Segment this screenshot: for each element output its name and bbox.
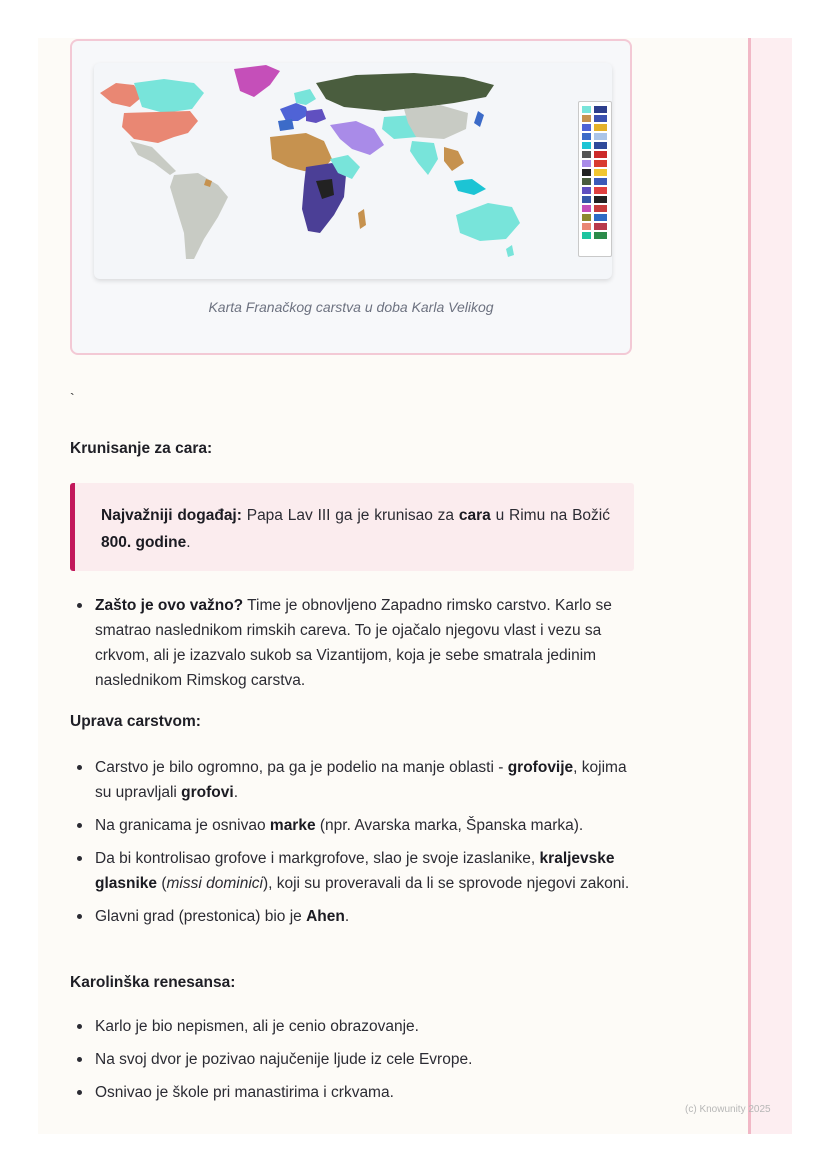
list-item: Na svoj dvor je pozivao najučenije ljude iz cele Evrope. bbox=[95, 1047, 635, 1072]
callout-lead: Najvažniji događaj: bbox=[101, 507, 242, 524]
callout-text-1: Papa Lav III ga je krunisao za bbox=[241, 507, 459, 524]
item-text: Da bi kontrolisao grofove i markgrofove, slao je svoje izaslanike, bbox=[95, 850, 540, 867]
coronation-list bbox=[70, 593, 635, 701]
copyright-notice: (c) Knowunity 2025 bbox=[685, 1104, 771, 1115]
item-text: ), koji su proveravali da li se sprovode njegovi zakoni. bbox=[262, 875, 630, 892]
item-text: . bbox=[344, 908, 350, 925]
bullet-text: Time je obnovljeno Zapadno rimsko carstvo. Karlo se smatrao naslednikom rimskih careva. To je ojačalo njegovu vlast i vezu sa crkvom, ali je izazvalo sukob sa Vizantijom, koja je sebe smatrala jedinim naslednikom Rimskog carstva. bbox=[95, 597, 612, 689]
heading-coronation: Krunisanje za cara: bbox=[70, 440, 213, 457]
list-item bbox=[95, 755, 635, 805]
item-text: Glavni grad (prestonica) bio je bbox=[95, 908, 307, 925]
callout-text-2: u Rimu na Božić bbox=[490, 507, 610, 524]
item-italic: missi dominici bbox=[166, 875, 263, 892]
renaissance-list bbox=[70, 1014, 635, 1113]
list-item bbox=[95, 904, 635, 929]
heading-carolingian-renaissance: Karolinška renesansa: bbox=[70, 974, 236, 991]
world-map-graphic bbox=[94, 63, 612, 279]
heading-administration: Uprava carstvom: bbox=[70, 713, 201, 730]
world-map-image bbox=[94, 63, 612, 279]
item-bold: kraljevske glasnike bbox=[95, 850, 615, 892]
item-text: (npr. Avarska marka, Španska marka). bbox=[315, 817, 584, 834]
list-item bbox=[95, 593, 635, 693]
figure-card bbox=[70, 39, 632, 355]
callout-bold-1: cara bbox=[458, 507, 491, 524]
item-text: . bbox=[233, 784, 238, 801]
key-event-callout bbox=[70, 483, 634, 571]
list-item: Karlo je bio nepismen, ali je cenio obrazovanje. bbox=[95, 1014, 635, 1039]
item-text: ( bbox=[157, 875, 167, 892]
bullet-lead: Zašto je ovo važno? bbox=[95, 597, 244, 614]
callout-text-3: . bbox=[186, 534, 191, 551]
item-text: Na granicama je osnivao bbox=[95, 817, 270, 834]
item-bold: grofovi bbox=[181, 784, 234, 801]
list-item: Osnivao je škole pri manastirima i crkvama. bbox=[95, 1080, 635, 1105]
right-margin-strip bbox=[748, 38, 792, 1134]
item-bold: Ahen bbox=[306, 908, 345, 925]
item-text: Carstvo je bilo ogromno, pa ga je podelio na manje oblasti - bbox=[95, 759, 508, 776]
list-item bbox=[95, 846, 635, 896]
map-legend bbox=[578, 101, 612, 257]
item-text: , kojima su upravljali bbox=[95, 759, 627, 801]
figure-caption: Karta Franačkog carstva u doba Karla Velikog bbox=[208, 299, 494, 315]
stray-mark: ` bbox=[70, 390, 75, 406]
list-item bbox=[95, 813, 635, 838]
item-bold: marke bbox=[269, 817, 316, 834]
item-bold: grofovije bbox=[507, 759, 574, 776]
callout-bold-2: 800. godine bbox=[101, 534, 187, 551]
administration-list bbox=[70, 755, 635, 937]
